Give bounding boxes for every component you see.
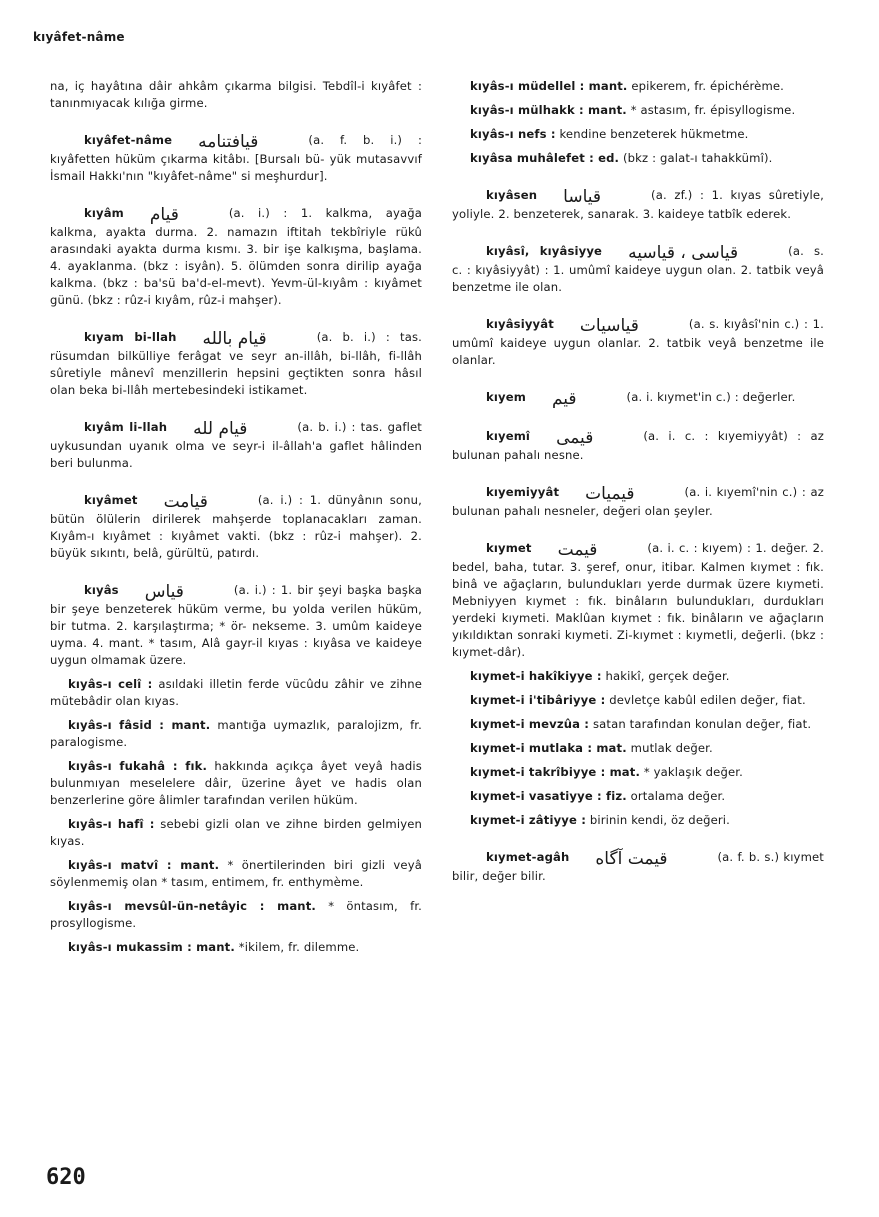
dictionary-entry — [50, 898, 422, 932]
entry-definition: hakkında açıkça âyet veyâ hadis bulunmıyan meselelere dâir, üzerine âyet ve hadis olan benzerlerine göre âlimler tarafından verilen hüküm. — [50, 759, 422, 807]
entry-arabic-script: قيمى — [556, 428, 594, 448]
dictionary-entry — [452, 102, 824, 119]
entry-definition: (a. i. c. : kıyem) : 1. değer. 2. bedel, baha, tutar. 3. şeref, onur, itibar. Kalmen kıymet : fık. binâ ve ağaçların, bulundukları yerde durmak üzere kıymeti. Mebniyyen kıymet : fık. binâların bulundukları, durdukları yerdeki kıymeti. Maklûan kıymet : fık. binâların ve ağaçların yıkıldıktan sonraki kıymeti. Zi-kıymet : kıymetli, değerli. (bkz : kıymet-dâr). — [452, 541, 824, 659]
dictionary-entry — [50, 132, 422, 185]
entry-arabic-script: قيام لله — [193, 419, 248, 439]
dictionary-entry — [50, 717, 422, 751]
entry-definition: (bkz : galat-ı tahakkümî). — [622, 151, 773, 165]
entry-definition: (a. s. kıyâsî'nin c.) : 1. umûmî kaideye uygun olanlar. 2. tatbik veyâ benzetme ile olanlar. — [452, 317, 824, 367]
dictionary-entry — [452, 316, 824, 369]
dictionary-entry — [50, 492, 422, 562]
dictionary-entry — [452, 849, 824, 885]
entry-definition: (a. i. c. : kıyemiyyât) : az bulunan pahalı nesne. — [452, 429, 824, 462]
entry-arabic-script: قيمت آگاه — [595, 849, 668, 869]
entry-headword: kıyâs — [84, 583, 119, 597]
entry-arabic-script: قيافتنامه — [198, 132, 259, 152]
entry-headword: kıymet-i mutlaka : mat. — [470, 741, 627, 755]
entry-definition: (a. i.) : 1. bir şeyi başka başka bir şeye benzeterek hüküm verme, bu yolda verilen hüküm, bir tutma. 2. karşılaştırma; * ör- nekseme. 3. umûm kaideye uyma. 4. mant. * tasım, Alâ gayr-il kıyas : kıyâsa ve kaideye uygun olmamak üzere. — [50, 583, 422, 667]
entry-definition: epikerem, fr. épichérème. — [631, 79, 785, 93]
entry-definition: (a. f. b. s.) kıymet bilir, değer bilir. — [452, 850, 824, 883]
dictionary-entry — [452, 668, 824, 685]
entry-definition: (a. i.) : 1. dünyânın sonu, bütün ölülerin dirilerek mahşerde toplanacakları zaman. Kıyâm-ı kıyâmet : kıyâmet vakti. (bkz : rûz-i mahşer). 2. büyük sıkıntı, belâ, gürültü, patırdı. — [50, 493, 422, 560]
entry-headword: kıyem — [486, 390, 526, 404]
entry-headword: kıyâs-ı mukassim : mant. — [68, 940, 235, 954]
entry-definition: sebebi gizli olan ve zihne birden gelmiyen kıyas. — [50, 817, 423, 848]
entry-arabic-script: قيام بالله — [202, 329, 267, 349]
entry-arabic-script: قيمت — [557, 540, 598, 560]
entry-definition: ortalama değer. — [630, 789, 726, 803]
entry-definition: mutlak değer. — [630, 741, 713, 755]
page-header: kıyâfet-nâme — [33, 30, 125, 44]
entry-headword: kıymet — [486, 541, 532, 555]
entry-headword: kıyâm li-llah — [84, 420, 168, 434]
dictionary-entry — [452, 187, 824, 223]
dictionary-entry — [50, 205, 422, 309]
entry-headword: kıymet-i zâtiyye : — [470, 813, 586, 827]
dictionary-entry — [50, 939, 422, 956]
entry-headword: kıyam bi-llah — [84, 330, 177, 344]
entry-headword: kıyâsen — [486, 188, 538, 202]
entry-headword: kıyâs-ı fâsid : mant. — [68, 718, 211, 732]
entry-definition: * astasım, fr. épisyllogisme. — [630, 103, 796, 117]
dictionary-entry — [50, 857, 422, 891]
dictionary-entry — [452, 150, 824, 167]
entry-definition: birinin kendi, öz değeri. — [589, 813, 731, 827]
left-column — [50, 78, 422, 963]
entry-headword: kıymet-i takrîbiyye : mat. — [470, 765, 641, 779]
dictionary-entry — [452, 78, 824, 95]
entry-definition: hakikî, gerçek değer. — [605, 669, 730, 683]
entry-definition: satan tarafından konulan değer, fiat. — [592, 717, 812, 731]
entry-definition: * önertilerinden biri gizli veyâ söylenmemiş olan * tasım, entimem, fr. enthymème. — [50, 858, 422, 889]
dictionary-entry — [50, 78, 422, 112]
entry-headword: kıyâs-ı fukahâ : fık. — [68, 759, 208, 773]
entry-headword: kıyâm — [84, 206, 124, 220]
entry-arabic-script: قيام — [149, 205, 179, 225]
entry-arabic-script: قياسى ، قياسيه — [628, 243, 739, 263]
dictionary-entry — [452, 716, 824, 733]
entry-definition: mantığa uymazlık, paralojizm, fr. paralogisme. — [50, 718, 422, 749]
dictionary-entry — [452, 788, 824, 805]
entry-text: na, iç hayâtına dâir ahkâm çıkarma bilgisi. Tebdîl-i kıyâfet : tanınmıyacak kılığa girme. — [50, 79, 422, 110]
dictionary-entry — [452, 764, 824, 781]
page-number: 620 — [46, 1165, 86, 1190]
entry-definition: (a. zf.) : 1. kıyas sûretiyle, yoliyle. 2. benzeterek, sanarak. 3. kaideye tatbîk ederek. — [452, 188, 824, 221]
entry-definition: * öntasım, fr. prosyllogisme. — [50, 899, 423, 930]
entry-definition: asıldaki illetin ferde vücûdu zâhir ve zihne mütebâdir olan kıyas. — [50, 677, 422, 708]
entry-headword: kıymet-i mevzûa : — [470, 717, 590, 731]
dictionary-entry — [452, 389, 824, 408]
entry-headword: kıymet-i hakîkiyye : — [470, 669, 602, 683]
entry-definition: * yaklaşık değer. — [643, 765, 743, 779]
entry-definition: (a. b. i.) : tas. gaflet uykusundan uyanık olma ve seyr-i il-âllah'a gaflet hâlinden beri bulunma. — [50, 420, 422, 470]
dictionary-entry — [50, 419, 422, 472]
entry-definition: (a. i. kıyemî'nin c.) : az bulunan pahalı nesneler, değeri olan şeyler. — [452, 485, 824, 518]
entry-arabic-script: قياس — [144, 582, 184, 602]
dictionary-entry — [50, 329, 422, 399]
dictionary-entry — [452, 126, 824, 143]
entry-headword: kıyâsiyyât — [486, 317, 554, 331]
dictionary-entry — [50, 816, 422, 850]
dictionary-entry — [452, 484, 824, 520]
entry-headword: kıyâfet-nâme — [84, 133, 173, 147]
entry-headword: kıyemî — [486, 429, 531, 443]
entry-headword: kıyâs-ı matvî : mant. — [68, 858, 220, 872]
entry-headword: kıyâsî, kıyâsiyye — [486, 244, 603, 258]
entry-headword: kıymet-agâh — [486, 850, 570, 864]
dictionary-entry — [452, 540, 824, 661]
entry-arabic-script: قيامت — [163, 492, 208, 512]
entry-headword: kıyâs-ı müdellel : mant. — [470, 79, 628, 93]
entry-headword: kıyâsa muhâlefet : ed. — [470, 151, 620, 165]
entry-definition: *ikilem, fr. dilemme. — [238, 940, 360, 954]
entry-headword: kıyemiyyât — [486, 485, 560, 499]
entry-definition: devletçe kabûl edilen değer, fiat. — [609, 693, 806, 707]
entry-headword: kıyâmet — [84, 493, 138, 507]
dictionary-entry — [50, 582, 422, 669]
entry-arabic-script: قياسا — [563, 187, 602, 207]
dictionary-entry — [452, 692, 824, 709]
entry-headword: kıyâs-ı celî : — [68, 677, 153, 691]
entry-headword: kıyâs-ı hafî : — [68, 817, 155, 831]
dictionary-entry — [452, 812, 824, 829]
entry-definition: (a. b. i.) : tas. rüsumdan bilkülliye ferâgat ve seyr an-illâh, bi-llâh, fi-llâh sûretiyle mânevî menzillerin hepsini geçtikten sonra hâsıl olan beka bi-llâh mertebesindeki istikamet. — [50, 330, 422, 397]
entry-arabic-script: قيميات — [585, 484, 635, 504]
entry-headword: kıymet-i vasatiyye : fiz. — [470, 789, 627, 803]
entry-definition: (a. f. b. i.) : kıyâfetten hüküm çıkarma kitâbı. [Bursalı bü- yük mutasavvıf İsmail Hakkı'nın "kıyâfet-nâme" si meşhurdur]. — [50, 133, 422, 183]
dictionary-entry — [452, 740, 824, 757]
entry-definition: (a. i.) : 1. kalkma, ayağa kalkma, ayakta durma. 2. namazın iftitah tekbîriyle rükû arasındaki ayakta durma kısmı. 3. bir işe kalkışma, başlama. 4. ayaklanma. (bkz : isyân). 5. ölümden sonra dirilip ayağa kalkma. (bkz : ba'sü ba'd-el-mevt). Yevm-ül-kıyâm : kıyâmet günü. (bkz : rûz-i kıyâm, rûz-i mahşer). — [50, 206, 422, 307]
dictionary-entry — [452, 428, 824, 464]
entry-arabic-script: قياسيات — [579, 316, 639, 336]
dictionary-entry — [452, 243, 824, 296]
dictionary-entry — [50, 676, 422, 710]
entry-arabic-script: قيم — [551, 389, 577, 409]
entry-definition: (a. i. kıymet'in c.) : değerler. — [626, 390, 796, 404]
entry-headword: kıyâs-ı nefs : — [470, 127, 556, 141]
entry-headword: kıyâs-ı mülhakk : mant. — [470, 103, 627, 117]
entry-definition: kendine benzeterek hükmetme. — [559, 127, 749, 141]
entry-headword: kıyâs-ı mevsûl-ün-netâyic : mant. — [68, 899, 316, 913]
entry-definition: (a. s. c. : kıyâsiyyât) : 1. umûmî kaideye uygun olan. 2. tatbik veyâ benzetme ile olan. — [452, 244, 824, 294]
dictionary-entry — [50, 758, 422, 809]
right-column — [452, 78, 824, 892]
entry-headword: kıymet-i i'tibâriyye : — [470, 693, 606, 707]
